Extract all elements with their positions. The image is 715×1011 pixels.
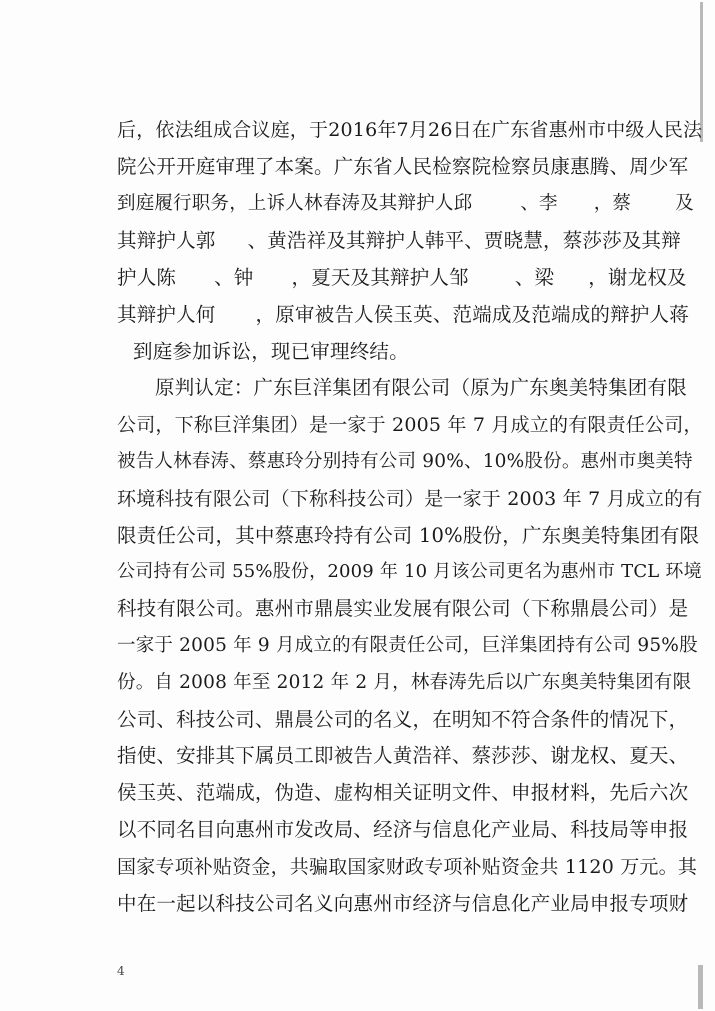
text-line-12: 限责任公司，其中蔡惠玲持有公司 10%股份，广东奥美特集团有限 [117,524,700,547]
text-line-22: 中在一起以科技公司名义向惠州市经济与信息化产业局申报专项财 [117,892,689,915]
text-line-2: 院公开开庭审理了本案。广东省人民检察院检察员康惠腾、周少军 [117,155,689,178]
text-line-15: 一家于 2005 年 9 月成立的有限责任公司，巨洋集团持有公司 95%股 [117,635,698,656]
text-line-17: 公司、科技公司、鼎晨公司的名义，在明知不符合条件的情况下， [117,708,689,731]
binding-mark-bottom [698,965,703,1009]
text-line-20: 以不同名目向惠州市发改局、经济与信息化产业局、科技局等申报 [117,818,689,841]
text-line-11: 环境科技有限公司（下称科技公司）是一家于 2003 年 7 月成立的有 [117,488,703,510]
text-line-4: 其辩护人郭 、黄浩祥及其辩护人韩平、贾晓慧，蔡莎莎及其辩 [117,229,681,252]
text-line-21: 国家专项补贴资金，共骗取国家财政专项补贴资金共 1120 万元。其 [117,856,698,878]
text-line-3: 到庭履行职务，上诉人林春涛及其辩护人邱 、李 ，蔡 及 [117,193,694,214]
text-line-19: 侯玉英、范端成，伪造、虚构相关证明文件、申报材料，先后六次 [117,781,689,804]
text-line-6: 其辩护人何 ，原审被告人侯玉英、范端成及范端成的辩护人蒋 [117,303,689,326]
text-line-5: 护人陈 、钟 ，夏天及其辩护人邹 、梁 ，谢龙权及 [117,266,687,289]
text-line-10: 被告人林春涛、蔡惠玲分别持有公司 90%、10%股份。惠州市奥美特 [117,451,693,472]
text-line-16: 份。自 2008 年至 2012 年 2 月，林春涛先后以广东奥美特集团有限 [117,672,692,693]
text-line-7: 到庭参加诉讼，现已审理终结。 [133,340,409,363]
text-line-9: 公司，下称巨洋集团）是一家于 2005 年 7 月成立的有限责任公司， [117,414,703,436]
page-number: 4 [117,964,125,978]
text-line-13: 公司持有公司 55%股份，2009 年 10 月该公司更名为惠州市 TCL 环境 [117,561,702,582]
text-line-8: 原判认定：广东巨洋集团有限公司（原为广东奥美特集团有限 [155,376,687,399]
text-line-14: 科技有限公司。惠州市鼎晨实业发展有限公司（下称鼎晨公司）是 [117,597,689,620]
text-line-1: 后，依法组成合议庭，于2016年7月26日在广东省惠州市中级人民法 [117,119,703,141]
text-line-18: 指使、安排其下属员工即被告人黄浩祥、蔡莎莎、谢龙权、夏天、 [117,744,689,767]
